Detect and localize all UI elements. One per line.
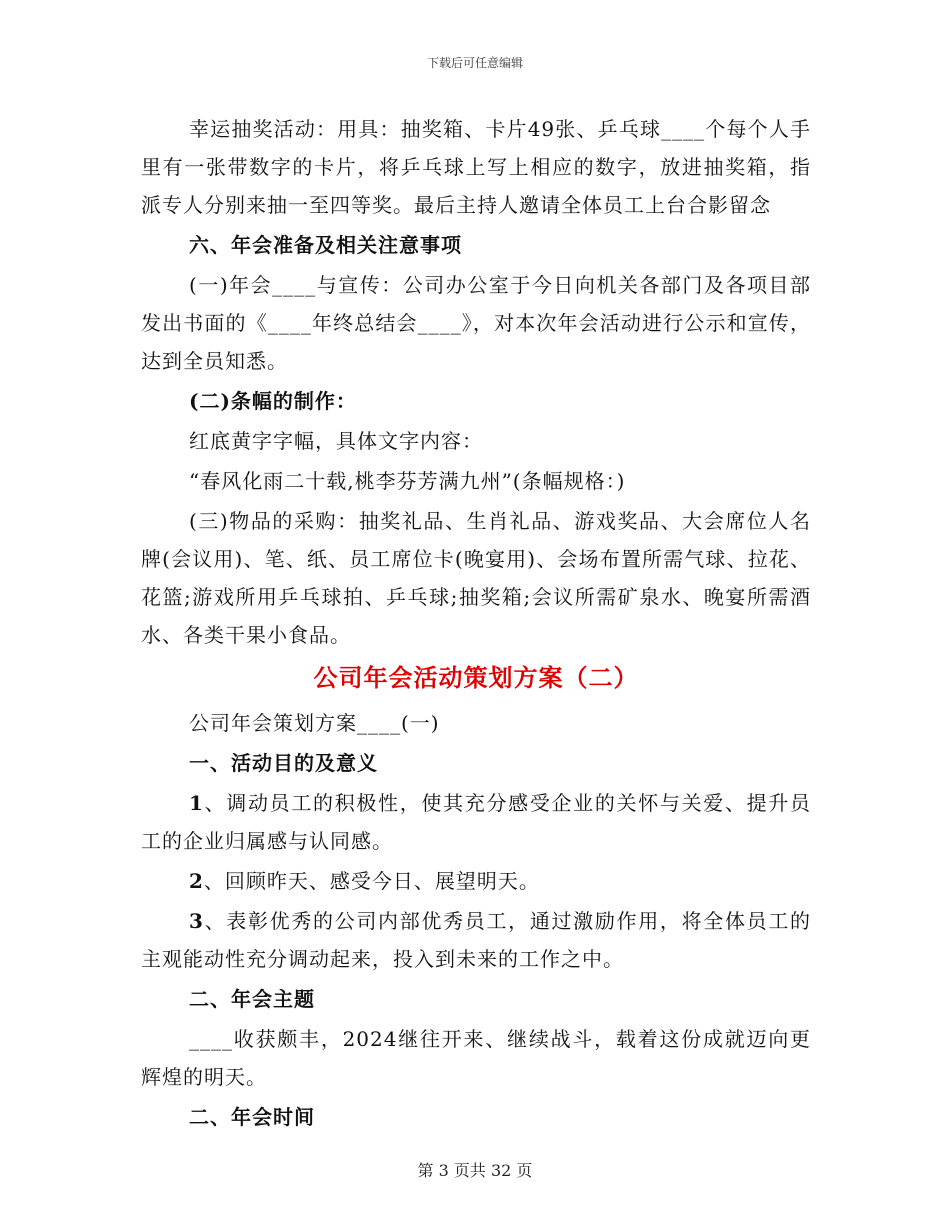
paragraph-procurement: (三)物品的采购：抽奖礼品、生肖礼品、游戏奖品、大会席位人名牌(会议用)、笔、纸、员工席位卡(晚宴用)、会场布置所需气球、拉花、花篮;游戏所用乒乓球拍、乒乓球;抽奖箱;会议所需矿泉水、晚宴所需酒水、各类干果小食品。 <box>141 509 811 647</box>
heading-banner: (二)条幅的制作： <box>189 389 357 413</box>
document-body <box>141 110 811 1138</box>
section-title: 公司年会活动策划方案（二） <box>313 663 639 692</box>
heading-time: 二、年会时间 <box>189 1105 315 1129</box>
paragraph-banner-style: 红底黄字字幅，具体文字内容： <box>189 429 483 453</box>
item-number: 2 <box>189 869 204 893</box>
heading-theme: 二、年会主题 <box>189 987 315 1011</box>
item-text: 、表彰优秀的公司内部优秀员工，通过激励作用，将全体员工的主观能动性充分调动起来，投入到未来的工作之中。 <box>141 909 811 971</box>
paragraph-lottery: 幸运抽奖活动：用具：抽奖箱、卡片49张、乒乓球____个每个人手里有一张带数字的卡片，将乒乓球上写上相应的数字，放进抽奖箱，指派专人分别来抽一至四等奖。最后主持人邀请全体员工上台合影留念 <box>141 117 811 217</box>
item-text: 、回顾昨天、感受今日、展望明天。 <box>203 869 540 893</box>
paragraph-purpose-3 <box>141 902 811 978</box>
paragraph-plan-subtitle: 公司年会策划方案____(一) <box>189 711 440 735</box>
item-text: 、调动员工的积极性，使其充分感受企业的关怀与关爱、提升员工的企业归属感与认同感。 <box>141 791 811 853</box>
heading-preparation: 六、年会准备及相关注意事项 <box>189 233 462 257</box>
item-number: 1 <box>189 791 204 815</box>
heading-purpose: 一、活动目的及意义 <box>189 751 378 775</box>
paragraph-banner-text: “春风化雨二十载,桃李芬芳满九州”(条幅规格：) <box>189 469 626 493</box>
paragraph-purpose-2 <box>141 862 811 900</box>
paragraph-purpose-1 <box>141 784 811 860</box>
paragraph-publicity: (一)年会____与宣传：公司办公室于今日向机关各部门及各项目部发出书面的《____年终总结会____》，对本次年会活动进行公示和宣传，达到全员知悉。 <box>141 273 811 373</box>
header-note: 下载后可任意编辑 <box>426 56 523 70</box>
page-number: 第 3 页共 32 页 <box>417 1161 533 1180</box>
paragraph-theme: ____收获颇丰，2024继往开来、继续战斗，载着这份成就迈向更辉煌的明天。 <box>141 1027 811 1089</box>
item-number: 3 <box>189 909 204 933</box>
